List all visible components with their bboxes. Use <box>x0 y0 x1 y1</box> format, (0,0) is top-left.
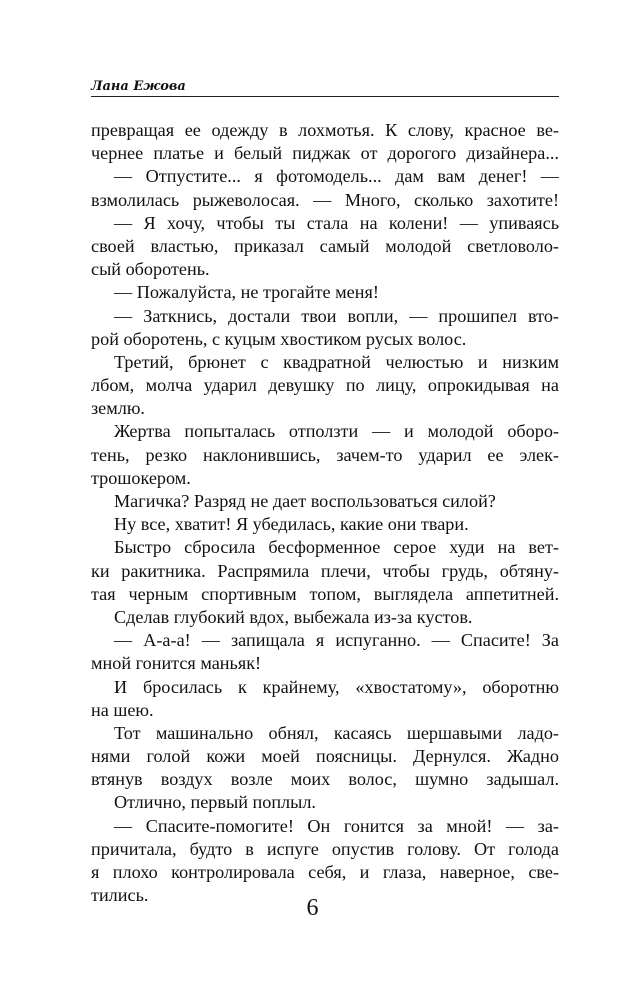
text-line: — Пожалуйста, не трогайте меня! <box>114 282 379 303</box>
text-line: Жертва попыталась отползти — и молодой оборо- <box>114 421 559 442</box>
text-line: — Спасите-помогите! Он гонится за мной! — за- <box>114 815 559 836</box>
text-line: — Я хочу, чтобы ты стала на колени! — упиваясь <box>114 212 559 233</box>
text-line: — А-а-а! — запищала я испуганно. — Спасите! За <box>114 630 559 651</box>
text-line: Ну все, хватит! Я убедилась, какие они твари. <box>114 514 469 535</box>
text-line: тились. <box>91 885 149 906</box>
page-number: 6 <box>306 895 319 921</box>
text-line: чернее платье и белый пиджак от дорогого дизайнера... <box>91 143 559 164</box>
text-line: — Отпустите... я фотомодель... дам вам денег! — <box>114 166 559 187</box>
text-line: тая черным спортивным топом, выглядела аппетитней. <box>91 583 559 604</box>
text-line: на шею. <box>91 699 154 720</box>
text-line: И бросилась к крайнему, «хвостатому», оборотню <box>114 676 559 697</box>
text-line: рой оборотень, с куцым хвостиком русых волос. <box>91 328 467 349</box>
text-line: лбом, молча ударил девушку по лицу, опрокидывая на <box>91 375 559 396</box>
text-line: мной гонится маньяк! <box>91 653 262 674</box>
text-line: землю. <box>91 398 145 419</box>
text-line: тень, резко наклонившись, зачем-то ударил ее элек- <box>91 444 559 465</box>
text-line: втянув воздух возле моих волос, шумно задышал. <box>91 769 559 790</box>
text-line: Третий, брюнет с квадратной челюстью и низким <box>114 351 559 372</box>
text-line: я плохо контролировала себя, и глаза, наверное, све- <box>91 862 559 882</box>
header-rule <box>91 96 559 97</box>
text-line: ки ракитника. Распрямила плечи, чтобы грудь, обтяну- <box>91 560 559 581</box>
body-text <box>91 119 559 907</box>
text-line: Магичка? Разряд не дает воспользоваться силой? <box>114 491 496 511</box>
text-line: нями голой кожи моей поясницы. Дернулся. Жадно <box>91 746 559 767</box>
text-line: Быстро сбросила бесформенное серое худи на вет- <box>114 537 559 558</box>
running-header-author: Лана Ежова <box>91 79 186 94</box>
text-line: сый оборотень. <box>91 259 210 280</box>
text-line: трошокером. <box>91 467 191 488</box>
text-line: — Заткнись, достали твои вопли, — прошипел вто- <box>114 305 559 326</box>
text-line: Отлично, первый поплыл. <box>114 792 316 813</box>
text-line: причитала, будто в испуге опустив голову. От голода <box>91 838 559 859</box>
text-line: своей властью, приказал самый молодой светловоло- <box>91 235 559 256</box>
text-line: Сделав глубокий вдох, выбежала из-за кустов. <box>114 606 473 627</box>
text-line: взмолилась рыжеволосая. — Много, сколько захотите! <box>91 189 559 210</box>
text-line: превращая ее одежду в лохмотья. К слову, красное ве- <box>91 120 559 140</box>
text-line: Тот машинально обнял, касаясь шершавыми ладо- <box>114 722 559 743</box>
